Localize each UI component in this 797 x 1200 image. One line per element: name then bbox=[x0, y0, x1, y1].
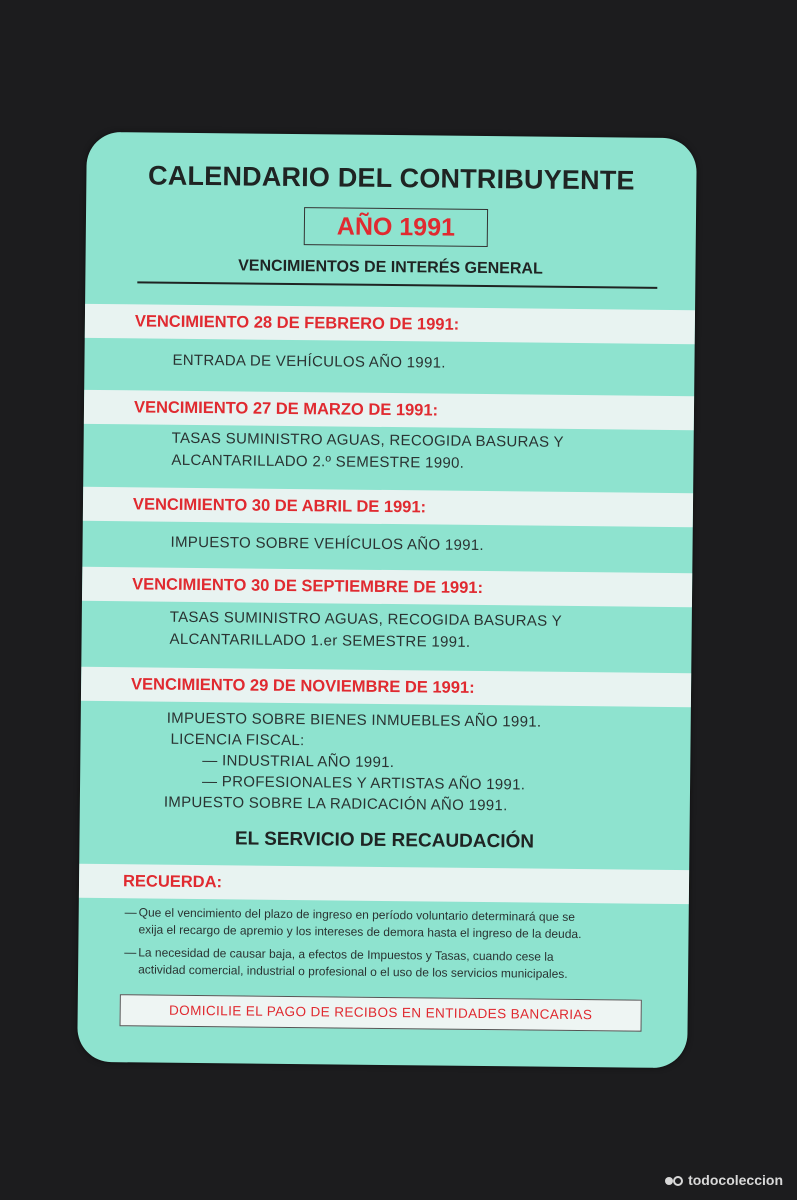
watermark-text: todocoleccion bbox=[688, 1171, 783, 1188]
deadline-label-3: VENCIMIENTO 30 DE ABRIL DE 1991: bbox=[132, 495, 427, 517]
deadline-5-line-1: IMPUESTO SOBRE BIENES INMUEBLES AÑO 1991. bbox=[166, 709, 542, 731]
deadline-3-line-1: IMPUESTO SOBRE VEHÍCULOS AÑO 1991. bbox=[170, 533, 485, 555]
note-2-dash: — bbox=[124, 945, 137, 960]
deadline-5-line-3: — INDUSTRIAL AÑO 1991. bbox=[202, 752, 395, 772]
deadline-1-line-1: ENTRADA DE VEHÍCULOS AÑO 1991. bbox=[172, 351, 446, 372]
deadline-label-1: VENCIMIENTO 28 DE FEBRERO DE 1991: bbox=[134, 312, 460, 334]
deadline-4-line-1: TASAS SUMINISTRO AGUAS, RECOGIDA BASURAS Y bbox=[169, 608, 563, 630]
subtitle-underline bbox=[137, 281, 657, 288]
deadline-2-line-1: TASAS SUMINISTRO AGUAS, RECOGIDA BASURAS Y bbox=[171, 429, 564, 451]
note-2-line-1: La necesidad de causar baja, a efectos de Impuestos y Tasas, cuando cese la bbox=[138, 945, 554, 964]
note-1-line-2: exija el recargo de apremio y los intereses de demora hasta el ingreso de la deuda. bbox=[138, 922, 582, 942]
note-2-line-2: actividad comercial, industrial o profesional o el uso de los servicios municipales. bbox=[138, 962, 568, 981]
deadline-label-4: VENCIMIENTO 30 DE SEPTIEMBRE DE 1991: bbox=[132, 575, 484, 598]
deadline-5-line-2: LICENCIA FISCAL: bbox=[170, 730, 305, 750]
note-2 bbox=[124, 944, 658, 983]
note-1 bbox=[124, 904, 658, 943]
recuerda-label: RECUERDA: bbox=[122, 872, 223, 892]
deadline-5-line-5: IMPUESTO SOBRE LA RADICACIÓN AÑO 1991. bbox=[163, 793, 508, 815]
deadline-2-line-2: ALCANTARILLADO 2.º SEMESTRE 1990. bbox=[171, 451, 465, 472]
watermark bbox=[664, 1172, 783, 1188]
deadline-label-2: VENCIMIENTO 27 DE MARZO DE 1991: bbox=[133, 398, 439, 420]
year-box: AÑO 1991 bbox=[304, 207, 488, 247]
deadline-label-5: VENCIMIENTO 29 DE NOVIEMBRE DE 1991: bbox=[131, 675, 475, 697]
card-title: CALENDARIO DEL CONTRIBUYENTE bbox=[147, 160, 635, 196]
note-1-dash: — bbox=[124, 905, 137, 920]
todocoleccion-logo-icon bbox=[664, 1174, 684, 1188]
deadline-5-line-4: — PROFESIONALES Y ARTISTAS AÑO 1991. bbox=[201, 773, 526, 794]
servicio-heading: EL SERVICIO DE RECAUDACIÓN bbox=[234, 828, 535, 853]
deadline-4-line-2: ALCANTARILLADO 1.er SEMESTRE 1991. bbox=[169, 630, 471, 651]
bank-payment-box: DOMICILIE EL PAGO DE RECIBOS EN ENTIDADES BANCARIAS bbox=[120, 994, 642, 1031]
card-subtitle: VENCIMIENTOS DE INTERÉS GENERAL bbox=[238, 257, 543, 278]
note-1-line-1: Que el vencimiento del plazo de ingreso en período voluntario determinará que se bbox=[138, 905, 576, 924]
taxpayer-calendar-card bbox=[77, 132, 697, 1068]
